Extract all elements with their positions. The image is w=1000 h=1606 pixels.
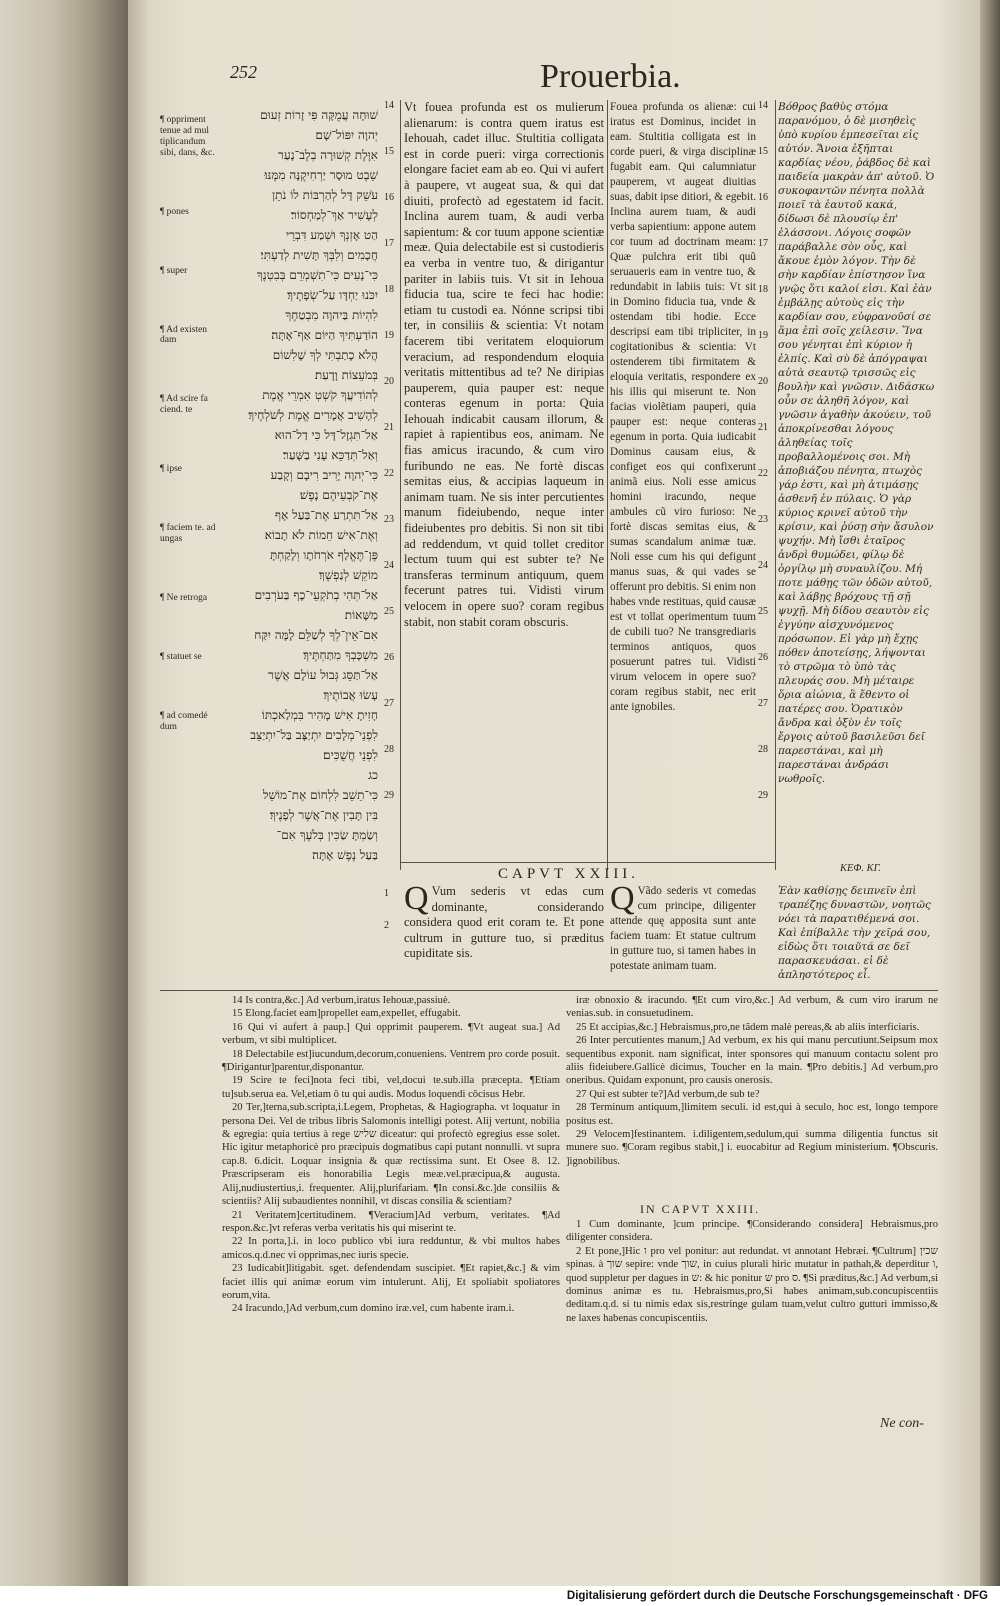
verse-number: 22 [384, 468, 394, 479]
annotation: 24 Iracundo,]Ad verbum,cum domino iræ.vel, cum habente iram.i. [232, 1303, 515, 1315]
annotations-right [566, 994, 938, 1194]
running-head: Prouerbia. [540, 58, 681, 95]
hebrew-line: לִפְנֵי־מְלָכִים יִתְיַצָּב בַּל־יִתְיַצֵּב [250, 728, 378, 742]
hebrew-line: אִוֶּלֶת קְשׁוּרָה בְלֶב־נָעַר [278, 148, 378, 162]
notes-rule [160, 990, 938, 991]
latin-translation-column: Vt fouea profunda est os mulierum alienarum: is contra quem iratus est Iehouah, cadet illuc. Stultitia colligata est in corde pueri: virga correctionis elongare faciet eam ab eo. Qui vi aufert à paupere, vt augeat sua, & qui dat diuiti, profectò ad egestatem id facit. Inclina aurem tuam, & audi verba sapientum: & cor tuum appone scientiæ meæ. Quia delectabile est si custodieris ea verba in ventre tuo, & dirigantur pariter in labiis tuis. Vt sit in Iehoua fiducia tua, scire te feci hac hodie: etiam tu custodi ea. Nónne scripsi tibi ter, in consiliis & scientia: Vt notam facerem tibi veritatem eloquiorum veracium, ad respondendum eloquia veritatis mittentibus ad te? Ne diripias pauperem, quia pauper est: neque conteras egenum in porta: Quia Iehouah indicabit causam illorum, & rapiet à rapientibus eos, animam. Ne fias amicus iracundo, & cum viro furibundo ne eas. Ne fortè discas semitas eius, & accipias laqueum in animam tuam. Ne sis inter percutientes manum fideiubendo, neque inter fideiubentes pro debitis. Si non sit tibi ad reddendum, vt quid tollet creditor lectum tuum qui est subter te? Ne transferas terminum antiquum, quem fecerunt patres tui. Vidisti virum velocem in opere suo? coram regibus stabit, non stabit coram obscuris. [404, 100, 604, 629]
annotation: 22 In porta,].i. in loco publico vbi iura redduntur, & vbi multos habes amicos.q.d.nec vi opprimas,nec iuris specie. [222, 1236, 560, 1261]
verse-number: 15 [384, 146, 394, 157]
verse-number: 18 [384, 284, 394, 295]
digitization-footer [0, 1586, 1000, 1606]
annotation: 16 Qui vi aufert à paup.] Qui opprimit pauperem. ¶Vt augeat sua.] Ad verbum, vt sibi multiplicet. [222, 1021, 560, 1047]
hebrew-line: בְּמֹעֵצוֹת וָדָעַת׃ [314, 368, 378, 382]
hebrew-line: חָזִיתָ אִישׁ מָהִיר בִּמְלַאכְתּוֹ [261, 708, 378, 722]
hebrew-line: פֶּן־תֶּאֱלַף אֹרְחֹתָו וְלָקַחְתָּ [269, 548, 378, 562]
hebrew-line: כג [368, 768, 378, 782]
verse-number: 17 [384, 238, 394, 249]
hebrew-line: אַל־תַּסֵּג גְּבוּל עוֹלָם אֲשֶׁר [268, 668, 378, 682]
hebrew-line: הַט אָזְנְךָ וּשְׁמַע דִּבְרֵי [285, 228, 378, 242]
catchword: Ne con- [880, 1416, 924, 1431]
hebrew-line: לְעָשִׁיר אַךְ־לְמַחְסוֹר׃ [290, 208, 378, 222]
hebrew-line: עָשׂוּ אֲבוֹתֶיךָ׃ [323, 688, 378, 702]
verse-number: 27 [384, 698, 394, 709]
annotation: 20 Ter,]terna,sub.scripta,i.Legem, Prophetas, & Hagiographa. vt loquatur in persona Dei. Vel de tribus libris Salomonis intelligi potest. Alij vertunt, nobilia & egregia: quia tertius à rege שליש diceatur: qui profectò egregius esse solet. Hic igitur metaphoricè pro præcipuis dogmatibus capi putant nonnulli. vt supra cap.8. 6.dicit. Loquar insignia & quæ rectissima sunt. Et Osee 8. 12. Præscripseram eis honorabilia Legis meæ.vel.præcipua,& augusta. Alij,nudiustertius,i. frequenter. Alij,plurifariam. ¶In consi.&c.]de consiliis & scientiis? Alij subaudientes nonnihil, vt discas consilia & scientiam? [222, 1102, 560, 1208]
hebrew-line: יִכֹּנוּ יַחְדָּו עַל־שְׂפָתֶיךָ׃ [287, 288, 378, 302]
hebrew-line: בִּין תָּבִין אֶת־אֲשֶׁר לְפָנֶיךָ׃ [269, 808, 378, 822]
annotation: 23 Iudicabit]litigabit. sget. defendendam suscipiet. ¶Et rapiet,&c.] & vim faciet illis qui animæ eorum vim intulerunt. Alij, Et spoliabit spoliatores eorum,vita. [222, 1263, 560, 1301]
verse-number: 26 [758, 652, 768, 663]
c23-latin-vulgate-text: Vãdo sederis vt comedas cum principe, diligenter attende quę apposita sunt ante faciem tuam: Et statue cultrum in gutture tuo, si tamen habes in potestate animam tuam. [610, 885, 756, 972]
verse-number: 1 [384, 888, 389, 899]
annotation: 15 Elong.faciet eam]propellet eam,expellet, effugabit. [232, 1008, 461, 1020]
margin-note: ¶ ipse [160, 464, 182, 475]
footer-text: Digitalisierung gefördert durch die Deutsche Forschungsgemeinschaft · DFG [566, 1590, 988, 1602]
annotation: 14 Is contra,&c.] Ad verbum,iratus Iehouæ,passiuè. [232, 995, 451, 1006]
margin-note: ¶ Ne retroga [160, 592, 208, 603]
verse-number: 29 [758, 790, 768, 801]
greek-chapter-heading: ΚΕΦ. ΚΓ. [840, 863, 881, 874]
verse-number: 19 [758, 330, 768, 341]
hebrew-line: וְאֶת־אִישׁ חֵמוֹת לֹא תָבוֹא׃ [264, 528, 378, 542]
verse-number: 25 [384, 606, 394, 617]
margin-note: ¶ pones [160, 206, 189, 217]
verse-number: 16 [384, 192, 394, 203]
verse-number: 19 [384, 330, 394, 341]
verse-number: 20 [758, 376, 768, 387]
verse-number: 28 [758, 744, 768, 755]
annotation: 2 Et pone,]Hic ו pro vel ponitur: aut redundat. vt annotant Hebræi. ¶Cultrum] שכין spinas. à שוך sepire: vnde שוך, in cuius plurali hiric mutatur in pathah,& deperditur ו, quod suppletur per dagues in ש: & hic ponitur ש pro ס. ¶Si præditus,&c.] Ad verbum,si dominus animæ es tu. Hebraismus,pro,Si habes animam,sub.concupiscentiis deditam.q.d. si tu nimis edax sis,restringe gulam tuam,velut cultro gutturi immisso,& ne laxes habenas concupiscentiis. [566, 1245, 938, 1324]
facing-page-edge [0, 0, 130, 1606]
verse-number: 24 [758, 560, 768, 571]
chapter-rule [400, 862, 775, 863]
verse-numbers [384, 100, 398, 880]
latin-vulgate-column: Fouea profunda os alienæ: cui iratus est Dominus, incidet in eam. Stultitia colligata est in corde pueri, & virga disciplinæ fugabit eam. Qui calumniatur pauperem, vt augeat diuitias suas, dabit ipse ditiori, & egebit. Inclina aurem tuam, & audi verba sapientium: appone autem cor tuum ad doctrinam meam: Quæ pulchra erit tibi quũ seruaueris eam in ventre tuo, & redundabit in labiis tuis: Vt sit in Domino fiducia tua, vnde & ostendam tibi hodie. Ecce descripsi eam tibi tripliciter, in cogitationibus & scientia: Vt ostenderem tibi firmitatem & eloquia veritatis, respondere ex his illis qui miserunt te. Non facias violẽtiam pauperi, quia pauper est: neque conteras egenum in porta. Quia iudicabit Dominus causam eius, & configet eos qui confixerunt animã eius. Noli esse amicus homini iracundo, neque ambules cũ viro furioso: Ne fortè discas semitas eius, & sumas scandalum animæ tuæ. Noli esse cum his qui defigunt manus suas, & qui vades se offerunt pro debitis. Si enim non habes vnde restituas, quid causæ est vt tollat operimentum tuum de cubili tuo? Ne transgrediaris terminos antiquos, quos posuerunt patres tui. Vidisti virum velocem in opere suo? coram regibus stabit, nec erit ante ignobiles. [610, 101, 756, 713]
hebrew-line: אַל־תִּתְרַע אֶת־בַּעַל אָף [274, 508, 378, 522]
verse-number: 15 [758, 146, 768, 157]
page-number: 252 [230, 62, 257, 82]
annotation: 25 Et accipias,&c.] Hebraismus,pro,ne tãdem malè pereas,& ab aliis interficiaris. [576, 1021, 920, 1033]
margin-note: ¶ statuet se [160, 651, 202, 662]
annotation: 28 Terminum antiquum,]limitem seculi. id est,qui à seculo, hoc est, longo tempore positus est. [566, 1102, 938, 1127]
hebrew-line: עֹשֵׁק דָּל לְהַרְבּוֹת לוֹ נֹתֵן [272, 188, 378, 202]
hebrew-line: שׁוּחָה עֲמֻקָּה פִּי זָרוֹת זְעוּם [260, 108, 378, 122]
verse-number: 24 [384, 560, 394, 571]
hebrew-line: כִּי־נָעִים כִּי־תִשְׁמְרֵם בְּבִטְנֶךָ [256, 268, 378, 282]
verse-number: 16 [758, 192, 768, 203]
annotation: iræ obnoxio & iracundo. ¶Et cum viro,&c.] Ad verbum, & cum viro irarum ne venias.sub. in consuetudinem. [566, 995, 938, 1020]
verse-number: 22 [758, 468, 768, 479]
hebrew-line: כִּי־יְהוָה יָרִיב רִיבָם וְקָבַע [270, 468, 378, 482]
greek-septuagint-column: Βόθρος βαθὺς στόμα παρανόμου, ὁ δὲ μισηθεὶς ὑπὸ κυρίου ἐμπεσεῖται εἰς αὐτόν. Ἄνοια ἐξῆπται καρδίας νέου, ῥάβδος δὲ καὶ παιδεία μακρὰν ἀπ' αὐτοῦ. Ὁ συκοφαντῶν πένητα πολλὰ ποιεῖ τὰ ἑαυτοῦ κακά, δίδωσι δὲ πλουσίῳ ἐπ' ἐλάσσονι. Λόγοις σοφῶν παράβαλλε σὸν οὖς, καὶ ἄκουε ἐμὸν λόγον. Τὴν δὲ σὴν καρδίαν ἐπίστησον ἵνα γνῷς ὅτι καλοί εἰσι. Καὶ ἐὰν ἐμβάλῃς αὐτοὺς εἰς τὴν καρδίαν σου, εὐφρανοῦσί σε ἅμα ἐπὶ σοῖς χείλεσιν. Ἵνα σου γένηται ἐπὶ κύριον ἡ ἐλπίς. Καὶ σὺ δὲ ἀπόγραψαι αὐτὰ σεαυτῷ τρισσῶς εἰς βουλὴν καὶ γνῶσιν. Διδάσκω οὖν σε ἀληθῆ λόγον, καὶ γνῶσιν ἀγαθὴν ἀκούειν, τοῦ ἀποκρίνεσθαι λόγους ἀληθείας τοῖς προβαλλομένοις σοι. Μὴ ἀποβιάζου πένητα, πτωχὸς γάρ ἐστι, καὶ μὴ ἀτιμάσῃς ἀσθενῆ ἐν πύλαις. Ὁ γὰρ κύριος κρινεῖ αὐτοῦ τὴν κρίσιν, καὶ ῥύσῃ σὴν ἄσυλον ψυχήν. Μὴ ἴσθι ἑταῖρος ἀνδρὶ θυμώδει, φίλῳ δὲ ὀργίλῳ μὴ συναυλίζου. Μή ποτε μάθῃς τῶν ὁδῶν αὐτοῦ, καὶ λάβῃς βρόχους τῇ σῇ ψυχῇ. Μὴ δίδου σεαυτὸν εἰς ἐγγύην αἰσχυνόμενος πρόσωπον. Εἰ γὰρ μὴ ἔχῃς πόθεν ἀποτείσῃς, λήψονται τὸ στρῶμα τὸ ὑπὸ τὰς πλευράς σου. Μὴ μέταιρε ὅρια αἰώνια, ἃ ἔθεντο οἱ πατέρες σου. Ὁρατικὸν ἄνδρα καὶ ὀξὺν ἐν τοῖς ἔργοις αὐτοῦ βασιλεῦσι δεῖ παρεστάναι, καὶ μὴ παρεστάναι ἀνδράσι νωθροῖς. [778, 101, 935, 785]
hebrew-line: הוֹדַעְתִּיךָ הַיּוֹם אַף־אָתָּה׃ [271, 328, 378, 342]
verse-number: 23 [758, 514, 768, 525]
verse-number: 29 [384, 790, 394, 801]
verse-number: 27 [758, 698, 768, 709]
hebrew-line: אַל־תְּהִי בְתֹקְעֵי־כָף בַּעֹרְבִים [254, 588, 378, 602]
margin-note: ¶ Ad scire fa ciend. te [160, 394, 208, 416]
column-rule [775, 100, 776, 870]
c23-latin-main-text: Vum sederis vt edas cum dominante, considerando considera quod erit coram te. Et pone cultrum in gutture tuo, si præditus cupiditate sis. [404, 884, 604, 961]
column-rule [607, 100, 608, 870]
verse-number: 2 [384, 920, 389, 931]
hebrew-line: מוֹקֵשׁ לְנַפְשֶׁךָ׃ [318, 568, 378, 582]
annotations-c23 [566, 1218, 938, 1418]
chapter-heading: CAPVT XXIII. [498, 866, 640, 882]
hebrew-line: הֲלֹא כָתַבְתִּי לְךָ שָׁלִשׁוֹם [272, 348, 378, 362]
hebrew-line: לִהְיוֹת בַּיהוָה מִבְטַחֶךָ [285, 308, 378, 322]
hebrew-line: לְהוֹדִיעֲךָ קֹשְׁטְ אִמְרֵי אֱמֶת [262, 388, 378, 402]
margin-note: ¶ ad comedé dum [160, 710, 208, 732]
c23-latin-vulgate [610, 884, 756, 984]
verse-numbers-c23 [384, 888, 398, 978]
hebrew-line: כִּי־תֵשֵׁב לִלְחוֹם אֶת־מוֹשֵׁל [262, 788, 378, 802]
verse-number: 21 [758, 422, 768, 433]
c23-latin-translation [404, 884, 604, 984]
annotation: 19 Scire te feci]nota feci tibi, vel,docui te.sub.illa præcepta. ¶Etiam tu]sub.serua ea. Vel,etiam ô tu qui audis. Modus loquendi côcisus Hebr. [222, 1075, 560, 1100]
verse-number: 26 [384, 652, 394, 663]
margin-note: ¶ Ad existen dam [160, 324, 208, 346]
annotation: 21 Veritatem]certitudinem. ¶Veracium]Ad verbum, veritates. ¶Ad respon.&c.]vt referas verba veritatis his qui miserint te. [222, 1209, 560, 1234]
verse-number: 14 [384, 100, 394, 111]
verse-number: 14 [758, 100, 768, 111]
column-rule [400, 100, 401, 870]
drop-cap: Q [404, 884, 429, 917]
annotation: 26 Inter percutientes manum,] Ad verbum, ex his qui manu percutiunt.Seipsum mox sequentibus exponit. nam significat, inter sponsores qui manuum contactu solent pro aliis fideiubere.Gallicè dicimus, Toucher en la main. ¶Pro debitis.] Ad verbum,pro oneribus. Quidam exponunt, pro causis onerosis. [566, 1035, 938, 1087]
drop-cap: Q [610, 884, 635, 917]
hebrew-line: אַל־תִּגְזָל־דָּל כִּי דַל־הוּא [274, 428, 378, 442]
margin-note: ¶ super [160, 265, 188, 276]
hebrew-line: לִפְנֵי חֲשֻׁכִּים׃ [323, 748, 378, 762]
annotation: 1 Cum dominante, ]cum principe. ¶Considerando considera] Hebraismus,pro diligenter considera. [566, 1219, 938, 1244]
hebrew-line: וְשַׂמְתָּ שַׂכִּין בְּלֹעֶךָ אִם־ [276, 828, 378, 842]
hebrew-line: חֲכָמִים וְלִבְּךָ תָּשִׁית לְדַעְתִּי׃ [260, 248, 378, 262]
hebrew-line: אִם־אֵין־לְךָ לְשַׁלֵּם לָמָּה יִקַּח [254, 628, 378, 642]
verse-number: 21 [384, 422, 394, 433]
verse-number: 23 [384, 514, 394, 525]
verse-number: 18 [758, 284, 768, 295]
verse-number: 17 [758, 238, 768, 249]
annotations-left [222, 994, 560, 1534]
page-edge-shadow [980, 0, 1000, 1606]
hebrew-line: יְהוָה יִפּוֹל־שָׁם׃ [315, 128, 378, 142]
verse-number: 28 [384, 744, 394, 755]
annotation: 27 Qui est subter te?]Ad verbum,de sub te? [576, 1088, 760, 1100]
hebrew-line: שֵׁבֶט מוּסָר יַרְחִיקֶנָּה מִמֶּנּוּ׃ [264, 168, 378, 182]
hebrew-line: מַשָּׁאוֹת׃ [344, 608, 378, 622]
hebrew-line: מִשְׁכָּבְךָ מִתַּחְתֶּיךָ׃ [303, 648, 378, 662]
margin-note: ¶ oppriment tenue ad mul tiplicandum sibi, dans, &c. [160, 115, 215, 158]
annotation: 18 Delectabile est]iucundum,decorum,conueniens. Ventrem pro corde posuit. ¶Dirigantur]parentur,disponantur. [222, 1048, 560, 1074]
hebrew-margin-notes [160, 115, 222, 905]
notes-chapter-heading: IN CAPVT XXIII. [640, 1202, 761, 1216]
verse-number: 25 [758, 606, 768, 617]
hebrew-line: בַּעַל נֶפֶשׁ אָתָּה׃ [312, 848, 378, 862]
verse-numbers [758, 100, 772, 880]
hebrew-line: וְאַל־תְּדַכֵּא עָנִי בַשָּׁעַר׃ [282, 448, 378, 462]
hebrew-line: לְהָשִׁיב אֲמָרִים אֱמֶת לְשֹׁלְחֶיךָ׃ [248, 408, 378, 422]
c23-greek: Ἐὰν καθίσῃς δειπνεῖν ἐπὶ τραπέζης δυναστῶν, νοητῶς νόει τὰ παρατιθέμενά σοι. Καὶ ἐπίβαλλε τὴν χεῖρά σου, εἰδὼς ὅτι τοιαῦτά σε δεῖ παρασκευάσαι. εἰ δὲ ἀπληστότερος εἶ. [778, 885, 931, 981]
verse-number: 20 [384, 376, 394, 387]
annotation: 29 Velocem]festinantem. i.diligentem,sedulum,qui summa diligentia functus sit munere suo. ¶Coram regibus stabit,] i. euocabitur ad Regium ministerium. ¶Obscuris. ]ignobilibus. [566, 1129, 938, 1167]
margin-note: ¶ faciem te. ad ungas [160, 523, 216, 545]
hebrew-line: אֶת־קֹבְעֵיהֶם נָפֶשׁ׃ [299, 488, 378, 502]
